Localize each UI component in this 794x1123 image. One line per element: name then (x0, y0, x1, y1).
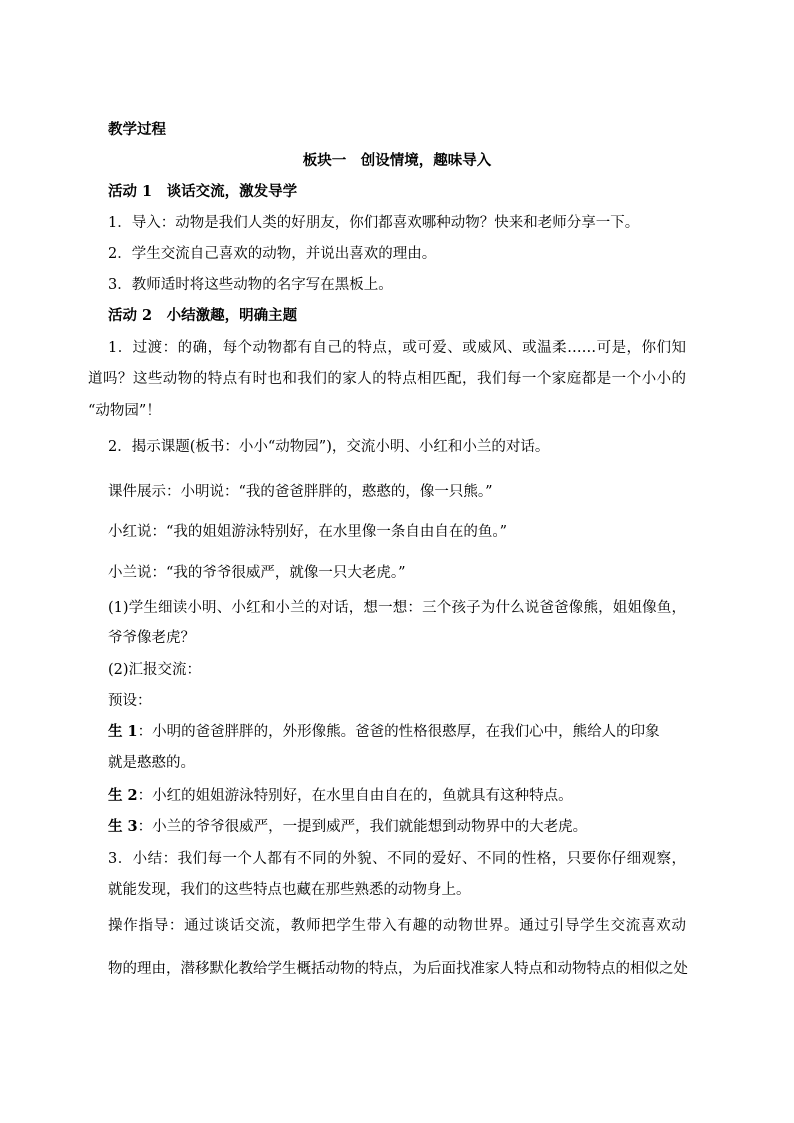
student-2-label: 生 2 (108, 787, 138, 804)
student-3 (108, 817, 708, 837)
activity-2-title: 活动 2 小结激趣，明确主题 (108, 307, 298, 324)
report-exchange: (2)汇报交流： (108, 662, 202, 678)
student-3-label: 生 3 (108, 818, 138, 835)
transition-line-3: “动物园”！ (88, 403, 161, 419)
reveal-topic: 2．揭示课题(板书：小小“动物园”)，交流小明、小红和小兰的对话。 (108, 439, 550, 455)
summary-line-1: 3．小结：我们每一个人都有不同的外貌、不同的爱好、不同的性格，只要你仔细观察， (108, 851, 686, 867)
activity-1-title-text: 活动 1 谈话交流，激发导学 (108, 183, 298, 200)
student-2-text: ：小红的姐姐游泳特别好，在水里自由自在的，鱼就具有这种特点。 (137, 788, 573, 804)
student-2 (108, 786, 708, 806)
activity-1-title (108, 182, 708, 202)
student-1-text: ：小明的爸爸胖胖的，外形像熊。爸爸的性格很憨厚，在我们心中，熊给人的印象 (137, 724, 660, 740)
activity-1-item-2: 2．学生交流自己喜欢的动物，并说出喜欢的理由。 (108, 246, 437, 262)
xiaolan-says: 小兰说：“我的爷爷很威严，就像一只大老虎。” (108, 565, 406, 581)
preset-label: 预设： (108, 693, 152, 709)
summary-line-2: 就能发现，我们的这些特点也藏在那些熟悉的动物身上。 (108, 882, 471, 898)
student-3-text: ：小兰的爷爷很威严，一提到威严，我们就能想到动物界中的大老虎。 (137, 819, 588, 835)
student-1-label: 生 1 (108, 723, 138, 740)
heading: 教学过程 (108, 121, 166, 138)
transition-line-2: 道吗？这些动物的特点有时也和我们的家人的特点相匹配，我们每一个家庭都是一个小小的 (88, 371, 686, 387)
guidance-line-2: 物的理由，潜移默化教给学生概括动物的特点，为后面找准家人特点和动物特点的相似之处 (108, 961, 688, 977)
student-1-line-2: 就是憨憨的。 (108, 755, 195, 771)
read-question-line-1: (1)学生细读小明、小红和小兰的对话，想一想：三个孩子为什么说爸爸像熊，姐姐像鱼， (108, 600, 686, 616)
courseware-display: 课件展示：小明说：“我的爸爸胖胖的，憨憨的，像一只熊。” (108, 484, 493, 500)
activity-1-item-3: 3．教师适时将这些动物的名字写在黑板上。 (108, 277, 393, 293)
transition-line-1: 1．过渡：的确，每个动物都有自己的特点，或可爱、或威风、或温柔……可是，你们知 (108, 340, 686, 356)
read-question-line-2: 爷爷像老虎？ (108, 630, 195, 646)
activity-1-item-1: 1．导入：动物是我们人类的好朋友，你们都喜欢哪种动物？快来和老师分享一下。 (108, 215, 640, 231)
guidance-line-1: 操作指导：通过谈话交流，教师把学生带入有趣的动物世界。通过引导学生交流喜欢动 (108, 918, 686, 934)
section-title: 板块一 创设情境，趣味导入 (302, 152, 492, 169)
student-1-line-1 (108, 722, 686, 742)
xiaohong-says: 小红说：“我的姐姐游泳特别好，在水里像一条自由自在的鱼。” (108, 524, 508, 540)
